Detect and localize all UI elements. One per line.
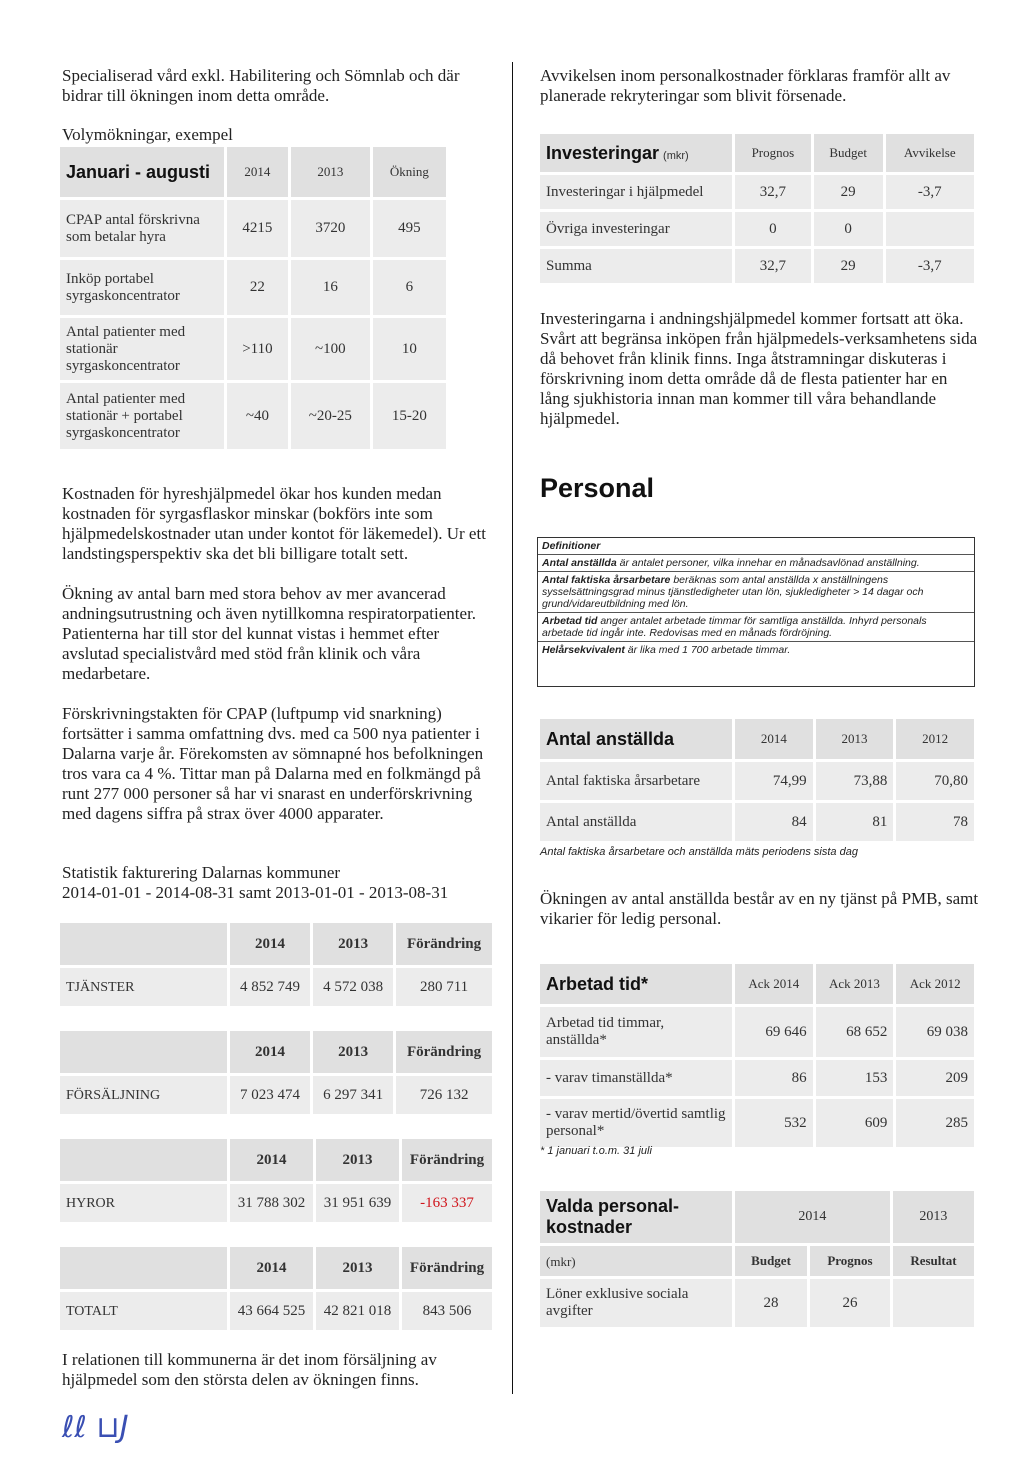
- value-ack-2013: 609: [816, 1099, 894, 1147]
- row-label: HYROR: [60, 1184, 227, 1222]
- hours-table: [537, 961, 977, 1150]
- definition-item: [538, 642, 974, 658]
- investments-title: Investeringar: [546, 142, 660, 163]
- staff-table: [537, 716, 977, 844]
- table-row: [540, 762, 974, 800]
- value-2014: 43 664 525: [230, 1292, 313, 1330]
- table-row: [540, 175, 974, 209]
- volume-header-2014: 2014: [227, 147, 288, 197]
- header-2014: 2014: [230, 1031, 310, 1073]
- row-label: Löner exklusive sociala avgifter: [540, 1279, 732, 1327]
- value-2012: 70,80: [896, 762, 974, 800]
- definition-text: är lika med 1 700 arbetade timmar.: [624, 644, 791, 656]
- value-budget: 28: [735, 1279, 807, 1327]
- table-row: [60, 383, 446, 449]
- value-2012: 78: [896, 803, 974, 841]
- volume-table: [57, 144, 449, 452]
- value-prognos: 32,7: [735, 175, 811, 209]
- staff-cost-unit: (mkr): [540, 1246, 732, 1276]
- statistics-period: 2014-01-01 - 2014-08-31 samt 2013-01-01 - 2013-08-31: [62, 883, 449, 902]
- definition-term: Antal anställda: [542, 557, 617, 569]
- header-resultat: Resultat: [893, 1246, 974, 1276]
- header-ack-2013: Ack 2013: [816, 964, 894, 1004]
- value-diff: 15-20: [373, 383, 446, 449]
- value-budget: 29: [814, 249, 883, 283]
- column-divider: [512, 62, 513, 1394]
- value-diff: 280 711: [396, 968, 492, 1006]
- value-budget: 0: [814, 212, 883, 246]
- staff-cost-table: [537, 1188, 977, 1330]
- handwritten-initials: ℓℓ ⊔J: [62, 1410, 129, 1445]
- value-2014: 84: [735, 803, 813, 841]
- value-2014: >110: [227, 318, 288, 380]
- staff-table-note: Antal faktiska årsarbetare och anställda mäts periodens sista dag: [540, 846, 858, 858]
- row-label: Antal anställda: [540, 803, 732, 841]
- row-label: Antal patienter med stationär + portabel syrgaskoncentrator: [60, 383, 224, 449]
- header-2013: 2013: [893, 1191, 974, 1243]
- volume-label: Volymökningar, exempel: [62, 125, 233, 144]
- value-diff: 495: [373, 200, 446, 257]
- value-2014: 22: [227, 260, 288, 315]
- value-avvikelse: -3,7: [886, 249, 974, 283]
- definition-term: Arbetad tid: [542, 615, 598, 627]
- statistics-title: Statistik fakturering Dalarnas kommuner: [62, 863, 341, 882]
- value-2013: 73,88: [816, 762, 894, 800]
- value-2013: 6 297 341: [313, 1076, 393, 1114]
- value-2013: 31 951 639: [316, 1184, 399, 1222]
- header-change: Förändring: [402, 1247, 492, 1289]
- value-ack-2013: 153: [816, 1060, 894, 1096]
- value-2013: 3720: [291, 200, 370, 257]
- header-2014: 2014: [230, 1247, 313, 1289]
- value-prognos: 26: [810, 1279, 890, 1327]
- hours-table-title: Arbetad tid*: [540, 964, 732, 1004]
- header-2013: 2013: [816, 719, 894, 759]
- value-diff: 6: [373, 260, 446, 315]
- header-2014: 2014: [735, 1191, 890, 1243]
- header-2014: 2014: [230, 1139, 313, 1181]
- header-budget: Budget: [735, 1246, 807, 1276]
- value-2014: 4215: [227, 200, 288, 257]
- paragraph-increase: Ökning av antal barn med stora behov av mer avancerad andningsutrustning och även nytillkomna respiratorpatienter. Patienterna har till stor del kunnat vistas i hemmet efter avslutad specialistvård med stöd från klinik och våra medarbetare.: [62, 584, 477, 683]
- header-prognos: Prognos: [735, 134, 811, 172]
- closing-paragraph: I relationen till kommunerna är det inom försäljning av hjälpmedel som den största delen av ökningen finns.: [62, 1350, 437, 1389]
- value-avvikelse: -3,7: [886, 175, 974, 209]
- header-change: Förändring: [402, 1139, 492, 1181]
- table-row: [540, 249, 974, 283]
- table-row: [60, 260, 446, 315]
- header-avvikelse: Avvikelse: [886, 134, 974, 172]
- definition-text: är antalet personer, vilka innehar en månadsavlönad anställning.: [616, 557, 920, 569]
- value-ack-2014: 69 646: [735, 1007, 813, 1057]
- paragraph-cpap: Förskrivningstakten för CPAP (luftpump vid snarkning) fortsätter i samma omfattning dvs. med ca 500 nya patienter i Dalarna varje år. Förekomsten av sömnapné hos befolkningen tros vara ca 4 %. Tittar man på Dalarna med en folkmängd på runt 277 000 personer så har vi snarast en underförskrivning med dagens siffra på strax över 4000 apparater.: [62, 704, 484, 823]
- value-2014: 31 788 302: [230, 1184, 313, 1222]
- value-resultat: [893, 1279, 974, 1327]
- volume-header-2013: 2013: [291, 147, 370, 197]
- value-2013: 4 572 038: [313, 968, 393, 1006]
- stat-table-tjanster: [57, 920, 495, 1009]
- definition-term: Antal faktiska årsarbetare: [542, 574, 671, 586]
- table-row: [540, 212, 974, 246]
- stat-table-hyror: [57, 1136, 495, 1225]
- row-label: TOTALT: [60, 1292, 227, 1330]
- table-row: [60, 1184, 492, 1222]
- value-2014: 74,99: [735, 762, 813, 800]
- value-ack-2014: 532: [735, 1099, 813, 1147]
- row-label: - varav mertid/övertid samtlig personal*: [540, 1099, 732, 1147]
- stat-table-forsaljning: [57, 1028, 495, 1117]
- header-2014: 2014: [230, 923, 310, 965]
- definitions-title: Definitioner: [538, 538, 974, 555]
- row-label: Övriga investeringar: [540, 212, 732, 246]
- paragraph-cost: Kostnaden för hyreshjälpmedel ökar hos kunden medan kostnaden för syrgasflaskor minskar (bokförs inte som hjälpmedelskostnader utan under kontot för läkemedel). Ur ett landstingsperspektiv ska det bli billigare totalt sett.: [62, 484, 486, 563]
- header-prognos: Prognos: [810, 1246, 890, 1276]
- header-2012: 2012: [896, 719, 974, 759]
- row-label: Antal faktiska årsarbetare: [540, 762, 732, 800]
- value-prognos: 0: [735, 212, 811, 246]
- value-ack-2012: 285: [896, 1099, 974, 1147]
- value-diff: 726 132: [396, 1076, 492, 1114]
- definition-text: anger antalet arbetade timmar för samtliga anställda. Inhyrd personals arbetade tid ingår inte. Redovisas med en månads fördröjning.: [542, 615, 927, 639]
- value-2013: ~20-25: [291, 383, 370, 449]
- header-2013: 2013: [316, 1247, 399, 1289]
- table-row: [60, 1076, 492, 1114]
- table-row: [540, 1099, 974, 1147]
- table-row: [540, 1060, 974, 1096]
- value-2014: 7 023 474: [230, 1076, 310, 1114]
- right-intro: Avvikelsen inom personalkostnader förklaras framför allt av planerade rekryteringar som blivit försenade.: [540, 66, 951, 105]
- header-ack-2012: Ack 2012: [896, 964, 974, 1004]
- staff-text: Ökningen av antal anställda består av en ny tjänst på PMB, samt vikarier för ledig personal.: [540, 889, 979, 928]
- row-label: Summa: [540, 249, 732, 283]
- investments-table: [537, 131, 977, 286]
- value-ack-2012: 69 038: [896, 1007, 974, 1057]
- table-row: [60, 318, 446, 380]
- investments-text: Investeringarna i andningshjälpmedel kommer fortsatt att öka. Svårt att begränsa inköpen från hjälpmedels-verksamhetens sida då behovet från klinik finns. Inga åtstramningar diskuteras i förskrivning inom detta område då de flesta patienter har en lång sjukhistoria innan man kommer till våra behandlande hjälpmedel.: [540, 309, 978, 428]
- value-ack-2013: 68 652: [816, 1007, 894, 1057]
- definition-item: [538, 572, 974, 613]
- row-label: TJÄNSTER: [60, 968, 227, 1006]
- header-2013: 2013: [313, 1031, 393, 1073]
- row-label: - varav timanställda*: [540, 1060, 732, 1096]
- value-2014: 4 852 749: [230, 968, 310, 1006]
- header-change: Förändring: [396, 923, 492, 965]
- value-budget: 29: [814, 175, 883, 209]
- value-prognos: 32,7: [735, 249, 811, 283]
- row-label: Antal patienter med stationär syrgaskoncentrator: [60, 318, 224, 380]
- table-row: [60, 200, 446, 257]
- header-budget: Budget: [814, 134, 883, 172]
- hours-table-note: * 1 januari t.o.m. 31 juli: [540, 1145, 652, 1157]
- table-row: [60, 1292, 492, 1330]
- row-label: Inköp portabel syrgaskoncentrator: [60, 260, 224, 315]
- table-row: [540, 803, 974, 841]
- value-diff: 843 506: [402, 1292, 492, 1330]
- investments-unit: (mkr): [663, 149, 689, 162]
- table-row: [540, 1279, 974, 1327]
- staff-cost-title: Valda personal-kostnader: [540, 1191, 732, 1243]
- left-intro: Specialiserad vård exkl. Habilitering och Sömnlab och där bidrar till ökningen inom detta område.: [62, 66, 460, 105]
- definition-term: Helårsekvivalent: [542, 644, 625, 656]
- definition-text: beräknas som antal anställda x anställningens sysselsättningsgrad minus tjänstledigheter utan lön, sjukledigheter > 14 dagar och grund/vidareutbildning med lön.: [542, 574, 924, 610]
- header-change: Förändring: [396, 1031, 492, 1073]
- definition-item: [538, 555, 974, 572]
- personal-heading: Personal: [540, 473, 655, 503]
- value-avvikelse: [886, 212, 974, 246]
- definition-item: [538, 613, 974, 642]
- definitions-box: [537, 537, 975, 687]
- table-row: [540, 1007, 974, 1057]
- value-ack-2012: 209: [896, 1060, 974, 1096]
- volume-table-title: Januari - augusti: [60, 147, 224, 197]
- volume-header-okning: Ökning: [373, 147, 446, 197]
- row-label: Investeringar i hjälpmedel: [540, 175, 732, 209]
- row-label: Arbetad tid timmar, anställda*: [540, 1007, 732, 1057]
- table-row: [60, 968, 492, 1006]
- value-2013: 42 821 018: [316, 1292, 399, 1330]
- value-2014: ~40: [227, 383, 288, 449]
- value-ack-2014: 86: [735, 1060, 813, 1096]
- value-diff-negative: -163 337: [402, 1184, 492, 1222]
- value-2013: ~100: [291, 318, 370, 380]
- value-2013: 81: [816, 803, 894, 841]
- value-2013: 16: [291, 260, 370, 315]
- header-2013: 2013: [316, 1139, 399, 1181]
- row-label: FÖRSÄLJNING: [60, 1076, 227, 1114]
- header-2013: 2013: [313, 923, 393, 965]
- header-2014: 2014: [735, 719, 813, 759]
- value-diff: 10: [373, 318, 446, 380]
- row-label: CPAP antal förskrivna som betalar hyra: [60, 200, 224, 257]
- staff-table-title: Antal anställda: [540, 719, 732, 759]
- stat-table-totalt: [57, 1244, 495, 1333]
- header-ack-2014: Ack 2014: [735, 964, 813, 1004]
